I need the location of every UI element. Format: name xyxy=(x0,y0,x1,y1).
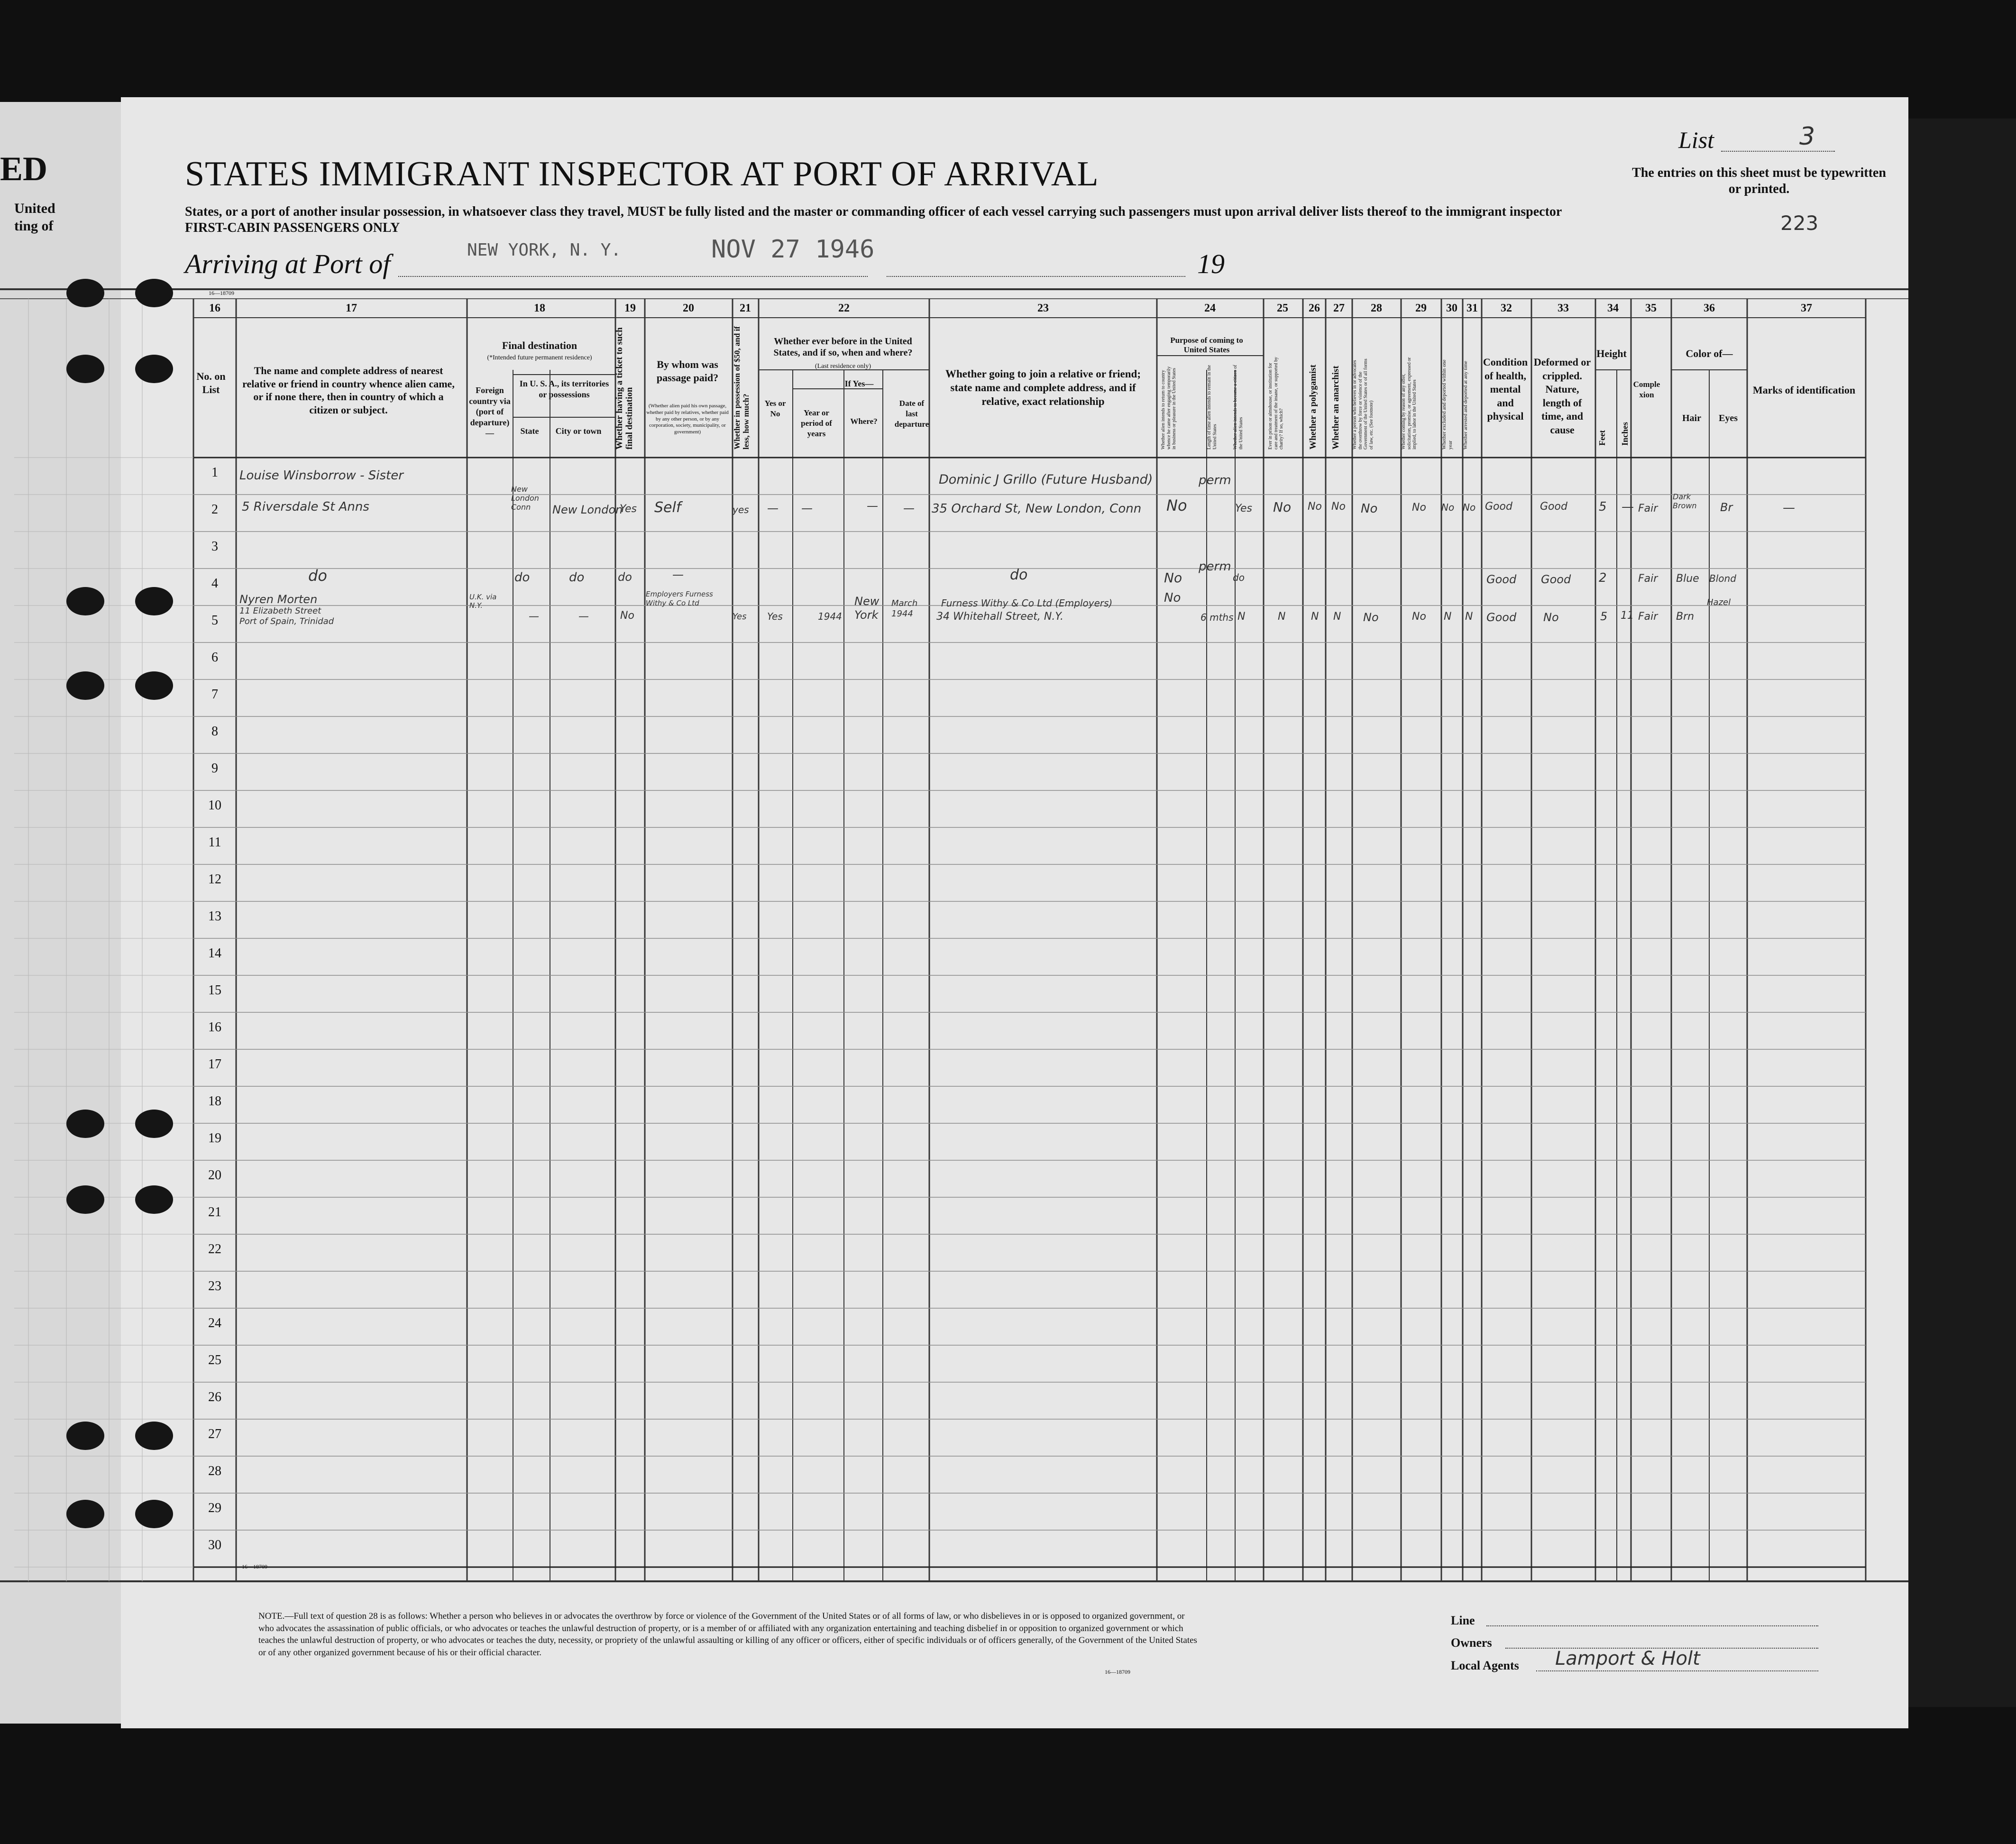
header-purpose-length: Length of time alien intends to remain in the United States xyxy=(1207,365,1218,450)
row-number: 26 xyxy=(208,1390,221,1404)
arriving-label: Arriving at Port of xyxy=(185,248,391,279)
header-city: City or town xyxy=(555,426,602,436)
row4-health: Good xyxy=(1486,611,1517,624)
row4-city: — xyxy=(578,611,589,623)
row4-eyes: Hazel xyxy=(1707,597,1731,607)
header-feet: Feet xyxy=(1597,430,1607,446)
row4-length: 6 mths xyxy=(1200,612,1234,623)
row1-length: perm xyxy=(1199,473,1231,487)
row1-excluded: No xyxy=(1441,502,1455,513)
column-number: 27 xyxy=(1333,302,1345,314)
header-marks: Marks of identification xyxy=(1752,384,1856,396)
row4-overthrow: No xyxy=(1363,611,1379,624)
row3-city: do xyxy=(569,570,585,585)
header-prison: Ever in prison or almshouse, or institution for care and treatment of the insane, or supported by charity? If so, which? xyxy=(1268,357,1284,450)
punch-hole xyxy=(66,355,104,383)
row-number: 12 xyxy=(208,872,221,887)
column-number: 18 xyxy=(534,302,545,314)
row3-complexion: Fair xyxy=(1638,573,1658,585)
row3-health: Good xyxy=(1486,573,1517,586)
arrival-date-stamp: NOV 27 1946 xyxy=(711,235,875,264)
row4-inches: 11 xyxy=(1621,610,1634,622)
local-agents-value: Lamport & Holt xyxy=(1555,1648,1700,1670)
row1-dash-where: — xyxy=(867,499,878,513)
row3-hair: Blue xyxy=(1676,573,1699,585)
row3-state: do xyxy=(514,570,530,585)
header-overthrow: Whether a person who believes in or advocates the overthrow by force or violence of the Government of the United States or of all forms of law, etc. (See footnote) xyxy=(1352,358,1374,450)
row-number: 13 xyxy=(208,909,221,924)
row4-relative-city: Port of Spain, Trinidad xyxy=(239,616,334,626)
year-prefix: 19 xyxy=(1197,248,1225,279)
row4-hair: Brn xyxy=(1676,611,1695,623)
row3-relative: do xyxy=(308,567,327,585)
row4-labor-offer: No xyxy=(1412,611,1426,623)
row4-arrested: N xyxy=(1465,611,1473,623)
header-in-usa: In U. S. A., its territories or possessions xyxy=(519,379,609,399)
column-number: 33 xyxy=(1558,302,1569,314)
row1-inches: — xyxy=(1622,500,1634,514)
column-number: 22 xyxy=(838,302,850,314)
form-number-bottom: 16—18709 xyxy=(242,1563,267,1570)
punch-hole xyxy=(66,279,104,307)
row1-join-address: 35 Orchard St, New London, Conn xyxy=(932,502,1142,516)
header-yes-or-no: Yes or No xyxy=(764,399,786,419)
header-inches: Inches xyxy=(1620,422,1630,446)
header-passage-paid-note: (Whether alien paid his own passage, whether paid by relatives, whether paid by any other person, or by any corporation, society, municipality, or government) xyxy=(646,403,729,435)
row4-foreign-country: U.K. via N.Y. xyxy=(469,593,497,610)
punch-hole xyxy=(135,1500,173,1528)
column-number: 16 xyxy=(209,302,220,314)
row4-deformed: No xyxy=(1543,611,1559,624)
punch-hole xyxy=(135,587,173,615)
row3-join: do xyxy=(1010,567,1028,583)
row1-feet: 5 xyxy=(1599,500,1607,514)
column-number: 29 xyxy=(1415,302,1427,314)
column-number: 37 xyxy=(1801,302,1812,314)
row1-complexion: Fair xyxy=(1638,503,1658,514)
row1-eyes: Br xyxy=(1720,501,1733,514)
header-where: Where? xyxy=(850,417,878,426)
header-health: Condition of health, mental and physical xyxy=(1483,356,1528,422)
punch-hole xyxy=(135,1185,173,1214)
column-number: 36 xyxy=(1704,302,1715,314)
header-foreign-country: Foreign country via (port of departure)— xyxy=(469,385,511,438)
punch-hole xyxy=(135,1422,173,1450)
column-number: 32 xyxy=(1501,302,1512,314)
row1-ticket: Yes xyxy=(620,503,637,515)
left-fragment-1: United xyxy=(14,201,55,216)
punch-hole xyxy=(66,1500,104,1528)
row4-citizen: N xyxy=(1237,611,1246,623)
header-height: Height xyxy=(1596,348,1627,359)
header-purpose-citizen: Whether alien intends to become a citizen of the United States xyxy=(1233,365,1244,450)
header-labor-offer: Whether coming by reason of any offer, solicitation, promise, or agreement, expressed or implied, to labor in the United States xyxy=(1401,357,1417,450)
row-number: 1 xyxy=(211,465,218,480)
header-complexion: Complexion xyxy=(1633,380,1660,400)
row1-dash-year: — xyxy=(801,502,813,515)
row3-citizen: do xyxy=(1233,572,1245,583)
row4-departure: March 1944 xyxy=(891,598,918,619)
row-number: 17 xyxy=(208,1057,221,1072)
class-line: FIRST-CABIN PASSENGERS ONLY xyxy=(185,220,400,235)
row4-feet: 5 xyxy=(1600,610,1608,623)
column-number: 20 xyxy=(683,302,694,314)
row4-fifty-dollars: Yes xyxy=(733,612,747,622)
row1-join-name: Dominic J Grillo (Future Husband) xyxy=(939,472,1153,487)
row-number: 11 xyxy=(208,835,221,850)
row1-relative-name: Louise Winsborrow - Sister xyxy=(239,468,403,483)
row4-complexion: Fair xyxy=(1638,611,1658,623)
header-no-on-list: No. on List xyxy=(196,370,226,395)
row-number: 18 xyxy=(208,1094,221,1109)
row1-marks: — xyxy=(1783,501,1795,515)
header-nearest-relative: The name and complete address of nearest relative or friend in country whence alien came, or if none there, then in country of which a citizen or subject. xyxy=(242,365,455,416)
row-number: 6 xyxy=(211,650,218,665)
row1-hair: Dark Brown xyxy=(1673,492,1697,511)
sheet-instruction: The entries on this sheet must be typewritten or printed. xyxy=(1632,165,1886,196)
column-number: 35 xyxy=(1645,302,1657,314)
column-number: 25 xyxy=(1277,302,1288,314)
row4-purpose: No xyxy=(1164,591,1181,605)
row-number: 5 xyxy=(211,613,218,628)
row1-dash-yesno: — xyxy=(767,502,779,515)
row1-citizen: Yes xyxy=(1235,503,1253,514)
row1-dash-departure: — xyxy=(903,502,915,515)
punch-hole xyxy=(66,1422,104,1450)
footnote-question-28: NOTE.—Full text of question 28 is as follows: Whether a person who believes in or advocates the overthrow by force or violence of the Government of the United States or of all forms of law, or who disbelieves in or is opposed to organized government, or who advocates the assassination of public officials, or who advocates or teaches the unlawful destruction of property, or is a member of or affiliated with any organization entertaining and teaching disbelief in or opposition to organized government or which teaches the unlawful destruction of property, or who advocates or teaches the duty, necessity, or propriety of the unlawful assaulting or killing of any officer or officers, either of specific individuals or of officers generally, of the Government of the United States or of any other organized government because of his or their official character. xyxy=(258,1611,1197,1658)
row4-ticket: No xyxy=(620,610,634,622)
row1-overthrow: No xyxy=(1361,502,1378,516)
header-anarchist: Whether an anarchist xyxy=(1331,366,1341,450)
header-last-departure: Date of last departure xyxy=(894,399,929,429)
row1-anarchist: No xyxy=(1331,501,1346,513)
punch-hole xyxy=(66,1185,104,1214)
row4-relative-name: Nyren Morten xyxy=(239,593,318,606)
row4-year: 1944 xyxy=(818,611,842,622)
header-excluded: Whether excluded and deported within one year xyxy=(1441,359,1453,450)
row1-passage-paid: Self xyxy=(654,499,681,516)
header-arrested: Whether arrested and deported at any time xyxy=(1463,361,1468,450)
header-state: State xyxy=(520,426,539,436)
row3-purpose: No xyxy=(1164,570,1182,586)
row1-health: Good xyxy=(1485,501,1512,513)
row3-eyes: Blond xyxy=(1709,573,1736,584)
column-number: 24 xyxy=(1204,302,1216,314)
header-passage-paid: By whom was passage paid? xyxy=(656,358,719,384)
row-number: 10 xyxy=(208,798,221,813)
punch-hole xyxy=(135,279,173,307)
row-number: 3 xyxy=(211,539,218,554)
column-number: 23 xyxy=(1037,302,1049,314)
row-number: 30 xyxy=(208,1538,221,1552)
header-going-to-join: Whether going to join a relative or friend; state name and complete address, and if relative, exact relationship xyxy=(945,368,1141,407)
punch-hole xyxy=(66,1110,104,1138)
header-ever-before-note: (Last residence only) xyxy=(815,363,871,370)
page-title: STATES IMMIGRANT INSPECTOR AT PORT OF ARRIVAL xyxy=(185,155,1099,193)
header-hair: Hair xyxy=(1682,413,1701,423)
row1-arrested: No xyxy=(1463,502,1476,513)
row4-excluded: N xyxy=(1444,611,1452,623)
punch-hole xyxy=(135,671,173,700)
title-fragment: ED xyxy=(0,150,48,188)
row-number: 21 xyxy=(208,1205,221,1220)
subtitle: States, or a port of another insular possession, in whatsoever class they travel, MUST be fully listed and the master or commanding officer of each vessel carrying such passengers must upon arrival deliver lists thereof to the immigrant inspector xyxy=(185,204,1562,219)
row1-deformed: Good xyxy=(1540,501,1567,513)
row3-length: perm xyxy=(1199,560,1231,574)
column-number: 34 xyxy=(1607,302,1619,314)
row-number: 14 xyxy=(208,946,221,961)
row4-join-name: Furness Withy & Co Ltd (Employers) xyxy=(941,597,1113,609)
column-number: 19 xyxy=(624,302,636,314)
header-if-yes: If Yes— xyxy=(844,379,874,388)
row4-yes-no: Yes xyxy=(767,611,783,622)
line-label: Line xyxy=(1451,1614,1475,1627)
punch-hole xyxy=(66,671,104,700)
column-number: 31 xyxy=(1466,302,1478,314)
punch-hole xyxy=(135,355,173,383)
form-number-footnote: 16—18709 xyxy=(1105,1669,1130,1675)
row-number: 7 xyxy=(211,687,218,702)
list-label: List xyxy=(1678,127,1714,153)
row4-prison: N xyxy=(1278,611,1286,623)
row3-passage-paid: — xyxy=(672,568,684,581)
row-number: 20 xyxy=(208,1168,221,1183)
row-number: 29 xyxy=(208,1501,221,1515)
header-purpose: Purpose of coming to United States xyxy=(1170,336,1243,355)
row1-prison: No xyxy=(1273,499,1292,515)
header-purpose-return: Whether alien intends to return to country whence he came after engaging temporarily in business or pleasure in the United States xyxy=(1161,366,1177,450)
row1-polygamist: No xyxy=(1308,501,1322,513)
row3-ticket: do xyxy=(618,570,632,584)
row4-anarchist: N xyxy=(1333,611,1341,623)
row-number: 28 xyxy=(208,1464,221,1478)
row-number: 9 xyxy=(211,761,218,776)
header-fifty-dollars: Whether in possession of $50, and if less, how much? xyxy=(733,326,751,450)
row-number: 15 xyxy=(208,983,221,998)
arriving-port: NEW YORK, N. Y. xyxy=(467,240,622,260)
row4-join-address: 34 Whitehall Street, N.Y. xyxy=(936,611,1063,623)
list-number: 3 xyxy=(1799,122,1815,151)
header-ticket: Whether having a ticket to such final destination xyxy=(614,327,634,450)
row-number: 22 xyxy=(208,1242,221,1257)
column-number: 17 xyxy=(346,302,357,314)
row-number: 23 xyxy=(208,1279,221,1294)
row-number: 4 xyxy=(211,576,218,591)
row1-city: New London xyxy=(552,503,623,516)
punch-hole xyxy=(66,587,104,615)
local-agents-label: Local Agents xyxy=(1451,1659,1519,1672)
row-number: 8 xyxy=(211,724,218,739)
row4-passage-paid: Employers Furness Withy & Co Ltd xyxy=(646,590,713,607)
row-number: 25 xyxy=(208,1353,221,1367)
row-number: 19 xyxy=(208,1131,221,1146)
header-color-of: Color of— xyxy=(1686,348,1733,359)
row-number: 24 xyxy=(208,1316,221,1330)
left-fragment-2: ting of xyxy=(14,218,54,234)
header-eyes: Eyes xyxy=(1719,413,1738,423)
header-year-period: Year or period of years xyxy=(801,408,832,439)
row1-labor-offer: No xyxy=(1412,502,1426,514)
header-deformed: Deformed or crippled. Nature, length of time, and cause xyxy=(1533,356,1591,436)
header-final-destination-note: (*Intended future permanent residence) xyxy=(487,354,592,361)
row-number: 2 xyxy=(211,502,218,517)
row1-fifty-dollars: yes xyxy=(733,504,749,515)
row1-purpose: No xyxy=(1166,496,1187,514)
column-number: 28 xyxy=(1371,302,1382,314)
row-number: 16 xyxy=(208,1020,221,1035)
row-number: 27 xyxy=(208,1427,221,1441)
page-number: 223 xyxy=(1780,211,1819,235)
row4-relative-street: 11 Elizabeth Street xyxy=(239,606,321,616)
punch-hole xyxy=(135,1110,173,1138)
row4-polygamist: N xyxy=(1311,611,1319,623)
form-number-top: 16—18709 xyxy=(209,290,234,296)
header-polygamist: Whether a polygamist xyxy=(1308,364,1318,450)
row1-relative-address: 5 Riversdale St Anns xyxy=(242,500,369,514)
row3-deformed: Good xyxy=(1541,573,1571,586)
row4-where: New York xyxy=(854,595,880,622)
column-number: 21 xyxy=(740,302,751,314)
header-ever-before: Whether ever before in the United States, and if so, when and where? xyxy=(773,336,913,358)
row4-state: — xyxy=(529,611,539,623)
row1-foreign-country: New London Conn xyxy=(511,485,539,512)
header-final-destination: Final destination xyxy=(502,339,577,351)
owners-label: Owners xyxy=(1451,1636,1492,1650)
row3-feet: 2 xyxy=(1599,571,1607,585)
column-number: 30 xyxy=(1446,302,1457,314)
column-number: 26 xyxy=(1309,302,1320,314)
